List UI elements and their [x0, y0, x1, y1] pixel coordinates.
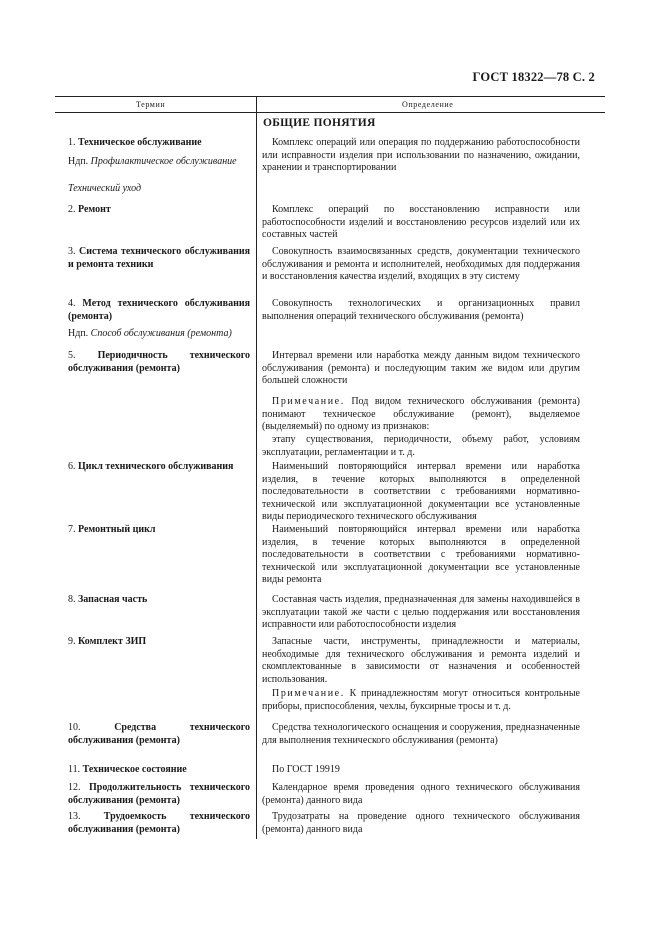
term-number: 9. — [68, 636, 76, 647]
term-number: 6. — [68, 461, 76, 472]
table-row-13-term — [68, 811, 250, 836]
term-number: 10. — [68, 722, 81, 733]
table-row-6-definition: Наименьший повторяющийся интервал времени или наработка изделия, в течение которых выполняются в определенной последовательности в соответствии с требованиями нормативно-технической или эксплуатационной документации все установленные виды периодического технического обслуживания — [262, 461, 580, 523]
table-row-12-term — [68, 782, 250, 807]
term-name: Продолжительность технического обслуживания (ремонта) — [68, 782, 250, 806]
term-name: Техническое обслуживание — [78, 137, 202, 148]
term-name: Ремонтный цикл — [78, 524, 156, 535]
table-row-3-definition: Совокупность взаимосвязанных средств, документации технического обслуживания и ремонта и исполнителей, необходимых для поддержания и восстановления качества изделий, входящих в эту систему — [262, 246, 580, 283]
table-row-2-term — [68, 204, 250, 217]
table-row-9-term — [68, 636, 250, 649]
table-row-7-definition: Наименьший повторяющийся интервал времени или наработка изделия, в течение которых выполняются в определенной последовательности в соответствии с требованиями нормативно-технической или эксплуатационной документации все установленные виды ремонта — [262, 524, 580, 586]
term-name: Средства технического обслуживания (ремонта) — [68, 722, 251, 746]
table-row-9-definition: Запасные части, инструменты, принадлежности и материалы, необходимые для технического обслуживания и ремонта изделий и скомплектованные в зависимости от назначения и особенностей использования. — [262, 636, 580, 685]
synonym-text: Способ обслуживания (ремонта) — [90, 328, 232, 339]
note-text: К принадлежностям могут относиться контрольные приборы, приспособления, чехлы, буксирные тросы и т. д. — [262, 688, 580, 712]
table-row-1-synonym — [68, 156, 250, 169]
table-top-rule — [55, 96, 605, 97]
term-number: 2. — [68, 204, 76, 215]
table-row-4-definition: Совокупность технологических и организационных правил выполнения операций технического обслуживания (ремонта) — [262, 298, 580, 322]
table-row-2-definition: Комплекс операций по восстановлению исправности или работоспособности изделий и восстановлению ресурсов изделий или их составных частей — [262, 204, 580, 241]
synonym-text: Профилактическое обслуживание — [90, 156, 237, 167]
table-row-5-definition: Интервал времени или наработка между данным видом технического обслуживания (ремонта) и последующим таким же видом или другим большей сложности — [262, 350, 580, 387]
term-number: 13. — [68, 811, 81, 822]
table-row-3-term — [68, 246, 250, 271]
column-header-term: Термин — [136, 100, 166, 109]
table-row-7-term — [68, 524, 250, 537]
term-number: 11. — [68, 764, 81, 775]
table-row-8-term — [68, 594, 250, 607]
term-number: 4. — [68, 298, 76, 309]
table-row-12-definition: Календарное время проведения одного технического обслуживания (ремонта) данного вида — [262, 782, 580, 806]
table-row-5-note — [262, 396, 580, 434]
note-label: Примечание. — [272, 396, 345, 407]
table-row-6-term — [68, 461, 250, 474]
table-row-9-note — [262, 688, 580, 713]
term-name: Ремонт — [78, 204, 111, 215]
synonym-prefix: Ндп. — [68, 328, 89, 339]
term-name: Метод технического обслуживания (ремонта) — [68, 298, 251, 322]
table-header-rule — [55, 112, 605, 113]
term-number: 3. — [68, 246, 76, 257]
section-title: ОБЩИЕ ПОНЯТИЯ — [263, 117, 376, 129]
term-name: Запасная часть — [78, 594, 148, 605]
table-row-1-definition: Комплекс операций или операция по поддержанию работоспособности или исправности изделия при использовании по назначению, ожидании, хранении и транспортировании — [262, 137, 580, 174]
term-number: 12. — [68, 782, 81, 793]
term-number: 8. — [68, 594, 76, 605]
table-row-5-term — [68, 350, 250, 375]
table-row-4-synonym — [68, 328, 250, 341]
term-name: Комплект ЗИП — [78, 636, 147, 647]
term-name: Цикл технического обслуживания — [78, 461, 234, 472]
table-row-1-synonym-2: Технический уход — [68, 183, 142, 194]
term-name: Периодичность технического обслуживания (ремонта) — [68, 350, 250, 374]
table-row-1-term — [68, 137, 250, 150]
table-row-8-definition: Составная часть изделия, предназначенная для замены находившейся в эксплуатации такой же части с целью поддержания или восстановления исправности или работоспособности изделия — [262, 594, 580, 631]
table-row-13-definition: Трудозатраты на проведение одного технического обслуживания (ремонта) данного вида — [262, 811, 580, 835]
column-divider — [256, 97, 257, 839]
note-label: Примечание. — [272, 688, 345, 699]
table-row-10-definition: Средства технологического оснащения и сооружения, предназначенные для выполнения технического обслуживания (ремонта) — [262, 722, 580, 746]
term-number: 1. — [68, 137, 76, 148]
term-name: Система технического обслуживания и ремонта техники — [68, 246, 251, 270]
table-row-5-note-continued: этапу существования, периодичности, объему работ, условиям эксплуатации, регламентации и т. д. — [262, 434, 580, 458]
page-header: ГОСТ 18322—78 С. 2 — [472, 70, 595, 84]
table-row-4-term — [68, 298, 250, 323]
column-header-definition: Определение — [402, 100, 454, 109]
table-row-11-term — [68, 764, 250, 777]
term-number: 7. — [68, 524, 76, 535]
term-name: Техническое состояние — [82, 764, 187, 775]
table-row-11-definition: По ГОСТ 19919 — [272, 764, 340, 775]
term-name: Трудоемкость технического обслуживания (ремонта) — [68, 811, 250, 835]
table-row-10-term — [68, 722, 250, 747]
term-number: 5. — [68, 350, 76, 361]
synonym-prefix: Ндп. — [68, 156, 89, 167]
note-text: Под видом технического обслуживания (ремонта) понимают техническое обслуживание (ремонт), выделяемое (выделяемый) по одному из признаков: — [262, 396, 581, 433]
